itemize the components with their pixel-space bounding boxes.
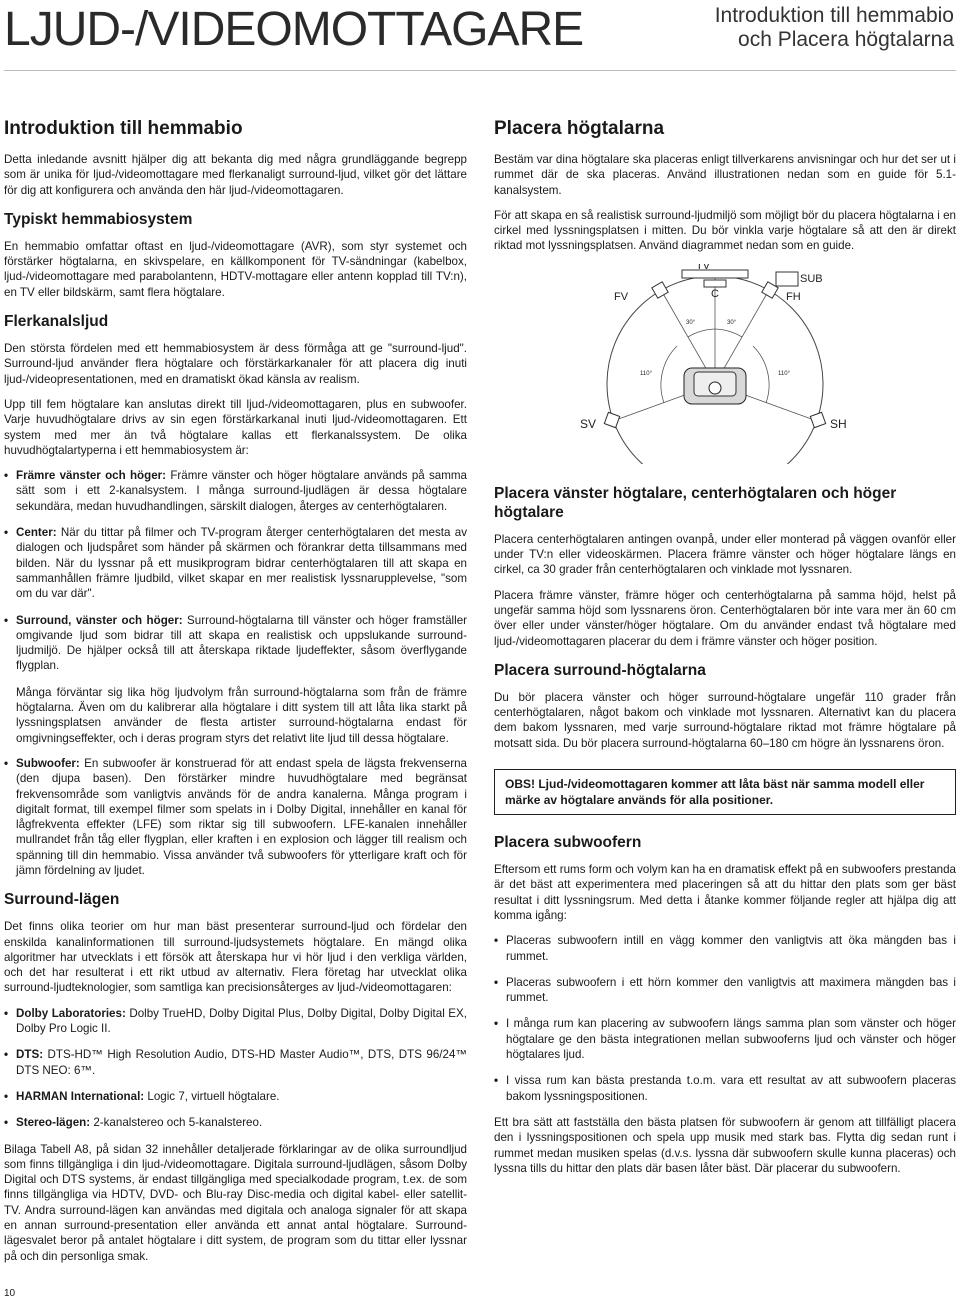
surround-left-speaker-icon (604, 412, 619, 427)
paragraph-subwoofer-2: Ett bra sätt att fastställa den bästa platsen för subwoofern är genom att tillfälligt placera den i lyssningspositionen och spela upp musik med stark bas. Flytta dig sedan runt i rummet medan musiken spelas (d.v.s. lyssna där subwoofern skulle kunna placeras) och lyssna tills du hittar den plats där basen låter bäst. Där placerar du subwoofern. (494, 1115, 956, 1175)
page-header-title: LJUD-/VIDEOMOTTAGARE (4, 3, 584, 56)
paragraph-final: Bilaga Tabell A8, på sidan 32 innehåller detaljerade förklaringar av de olika surroundljud som finns tillgängliga i din ljud-/videomottagare. Digitala surround-ljudlägen, såsom Dolby Digital och DTS systems, är endast tillgängliga med specialkodade program, t.ex. de som finns tillgängliga via HDTV, DVD- och Blu-ray Disc-media och digital kabel- eller satellit-TV. Andra surround-lägen kan användas med digitala och analoga signaler för att skapa en annan surround-presentation eller använda ett annat antal högtalare. Surround-lägesvalet beror på antalet högtalare i ditt system, de program som du tittar eller lyssnar på och din personliga smak. (4, 1142, 467, 1263)
heading-intro: Introduktion till hemmabio (4, 118, 243, 139)
speaker-type-list (4, 468, 467, 674)
tv-icon (682, 270, 748, 278)
subwoofer-icon (776, 272, 798, 286)
list-item-text: Dolby TrueHD, Dolby Digital Plus, Dolby Digital, Dolby Digital EX, Dolby Pro Logic II. (16, 1006, 467, 1036)
list-item-text: Surround-högtalarna till vänster och höger framställer omgivande ljud som bidrar till att skapa en realistisk och uppslukande surround-ljudmiljö. De hjälper också till att återskapa riktade ljudeffekter, såsom överflygande flygplan. (16, 613, 467, 673)
label-angle-110-left: 110° (640, 370, 652, 377)
list-item: • I vissa rum kan bästa prestanda t.o.m. vara ett resultat av att subwoofern placeras bakom lyssningspositionen. (494, 1073, 956, 1104)
paragraph-intro: Detta inledande avsnitt hjälper dig att bekanta dig med några grundläggande begrepp som är unika för ljud-/videomottagare med flerkanaligt surround-ljud, vilket gör det lättare för dig att konfigurera och använda den här ljud-/videomottagaren. (4, 153, 467, 197)
label-angle-30-right: 30° (727, 319, 737, 326)
list-item-text: När du tittar på filmer och TV-program återger centerhögtalaren det mesta av dialogen och ljudspåret som händer på skärmen och förankrar detta tillsammans med bilden. När du lyssnar på ett musikprogram bidrar centerhögtalaren till att skapa en sammanhållen främre ljudbild, vilket skapar en mer realistisk lyssnarupplevelse, "som om du var där". (16, 526, 467, 601)
list-item (4, 756, 467, 878)
list-item-text: En subwoofer är konstruerad för att endast spela de lägsta frekvenserna (den djupa basen). Den förstärker mindre huvudhögtalare med begränsat frekvensområde som vanligtvis används för de andra kanalerna. Många program i digitalt format, till exempel filmer som spelats in i Dolby Digital, innehåller en kanal för lågfrekventa effekter (LFE) som riktar sig till subwoofern. LFE-kanalen innehåller mullrandet från tåg eller flygplan, eller kraften i en explosion och lägger till realism och spänning till din hemmabio. Vissa använder två subwoofers för ytterligare kraft och för jämn fördelning av ljudet. (16, 756, 467, 877)
heading-front-speakers: Placera vänster högtalare, centerhögtalaren och höger högtalare (494, 484, 897, 521)
surround-mode-list (4, 1006, 467, 1131)
right-column (494, 112, 956, 1186)
paragraph-place-1: Bestäm var dina högtalare ska placeras enligt tillverkarens anvisningar och hur det ser ut i rummet där de ska placeras. Använd illustrationen nedan som en guide för 5.1-kanalsystem. (494, 153, 956, 197)
header-section-line-1: Introduktion till hemmabio (714, 4, 954, 27)
label-center: C (711, 287, 719, 300)
subwoofer-rules-list (494, 933, 956, 1104)
list-item-lead: HARMAN International: (16, 1089, 145, 1103)
list-item-text: DTS-HD™ High Resolution Audio, DTS-HD Master Audio™, DTS, DTS 96/24™ DTS NEO: 6™. (16, 1048, 467, 1077)
list-item-lead: DTS: (16, 1048, 44, 1062)
list-item-lead: Surround, vänster och höger: (16, 613, 183, 627)
paragraph-surround-modes: Det finns olika teorier om hur man bäst presenterar surround-ljud och fördelar den enskilda kanalinformationen till surround-ljudsystemets högtalare. En mängd olika algoritmer har utvecklats i ett försök att återskapa hur vi hör ljud i den verkliga världen, och det har resulterat i ett rikt utbud av alternativ. Flera företag har utvecklat olika surround-ljudteknologier, som samtliga kan precisionsåterges av ljud-/videomottagaren: (4, 920, 467, 995)
paragraph-multichannel-2: Upp till fem högtalare kan anslutas direkt till ljud-/videomottagaren, plus en subwoofer. Varje huvudhögtalare drivs av sin egen förstärkarkanal inuti ljud-/videomottagaren. Ett system med mer än två högtalare kallas ett flerkanalssystem. De olika huvudhögtalartyperna i ett hemmabiosystem är: (4, 397, 467, 457)
list-item: • Placeras subwoofern intill en vägg kommer den vanligtvis att öka mängden bas i rummet. (494, 933, 956, 964)
angle-arc-surround-left (661, 346, 677, 403)
label-front-right: FH (786, 290, 801, 303)
label-tv: TV (696, 263, 711, 272)
left-column (4, 112, 467, 1274)
heading-place-speakers: Placera högtalarna (494, 118, 665, 139)
list-item-text: Logic 7, virtuell högtalare. (144, 1089, 280, 1103)
label-front-left: FV (614, 290, 629, 303)
heading-multichannel: Flerkanalsljud (4, 313, 109, 331)
list-item (4, 525, 467, 601)
paragraph-subwoofer-1: Eftersom ett rums form och volym kan ha en dramatisk effekt på en subwoofers prestanda är det bäst att experimentera med placeringen så att du hittar den plats som ger bäst resultat i ditt lyssningsrum. Med detta i åtanke kommer följande regler att hjälpa dig att komma igång: (494, 863, 956, 922)
label-sub: SUB (800, 272, 823, 285)
page-number: 10 (4, 1288, 16, 1299)
list-item (4, 1115, 467, 1130)
label-surround-left: SV (580, 416, 597, 431)
label-angle-30-left: 30° (686, 319, 696, 326)
listener-icon (709, 382, 721, 394)
heading-surround-speakers: Placera surround-högtalarna (494, 661, 706, 679)
page-header-section (715, 4, 954, 52)
angle-arc-left (688, 329, 715, 337)
speaker-placement-svg (580, 264, 850, 464)
list-item (4, 613, 467, 674)
list-item: • Placeras subwoofern i ett hörn kommer den vanligtvis att maximera mängden bas i rummet. (494, 975, 956, 1006)
paragraph-typical-system: En hemmabio omfattar oftast en ljud-/videomottagare (AVR), som styr systemet och förstärker högtalarna, en skivspelare, en källkomponent för TV-sändningar (kabelbox, ljud-/videomottagare med parabolantenn, HDTV-mottagare eller antenn kopplad till TV:n), en TV eller bildskärm, samt flera högtalare. (4, 239, 467, 299)
list-item-lead: Dolby Laboratories: (16, 1006, 126, 1020)
subwoofer-list (4, 756, 467, 878)
angle-arc-right (715, 329, 742, 337)
list-item-text: Främre vänster och höger högtalare används på samma sätt som i ett 2-kanalsystem. I många surround-ljudlägen är dessa högtalare sekundära, medan huvudhandlingen, särskilt dialogen, återges av centerhögtalaren. (16, 469, 467, 513)
paragraph-place-2: För att skapa en så realistisk surround-ljudmiljö som möjligt bör du placera högtalarna i en cirkel med lyssningsplatsen i mitten. Du bör vinkla varje högtalare så att den är direkt riktad mot lyssningsplatsen. Använd diagrammet nedan som en guide. (494, 208, 956, 253)
list-item-text: 2-kanalstereo och 5-kanalstereo. (90, 1116, 263, 1130)
list-item: • I många rum kan placering av subwoofern längs samma plan som vänster och höger högtalare ge den bästa integrationen mellan subwooferns ljud och vänster och höger högtalares ljud. (494, 1016, 956, 1062)
list-item (4, 468, 467, 514)
paragraph-front-1: Placera centerhögtalaren antingen ovanpå, under eller monterad på väggen ovanför eller under TV:n eller videoskärmen. Placera främre vänster och höger högtalare längs en cirkel, ca 30 grader från centerhögtalaren och vinklade mot lyssnaren. (494, 532, 956, 577)
paragraph-surround: Du bör placera vänster och höger surround-högtalare ungefär 110 grader från centerhögtalaren, något bakom och vinklade mot lyssnaren. Alternativt kan du placera dem bakom lyssnaren, med varje surround-högtalare riktad mot främre högtalare på motsatt sida. Du bör placera surround-högtalarna 60–180 cm högre än lyssnarens öron. (494, 690, 956, 750)
list-item (4, 1089, 467, 1104)
paragraph-multichannel-1: Den största fördelen med ett hemmabiosystem är dess förmåga att ge "surround-ljud". Surround-ljud använder flera högtalare och förstärkarkanaler för att placera dig inuti ljud-/videopresentationen, med en dramatiskt ökad känsla av realism. (4, 342, 467, 386)
header-divider (4, 70, 956, 71)
list-item-lead: Center: (16, 526, 57, 540)
heading-surround-modes: Surround-lägen (4, 891, 120, 909)
header-section-line-2: och Placera högtalarna (738, 28, 954, 51)
heading-typical-system: Typiskt hemmabiosystem (4, 210, 193, 228)
list-item-lead: Subwoofer: (16, 756, 80, 770)
heading-subwoofer: Placera subwoofern (494, 834, 642, 852)
speaker-placement-diagram (580, 264, 850, 464)
front-left-speaker-icon (652, 282, 668, 298)
paragraph-surround-extra: Många förväntar sig lika hög ljudvolym från surround-högtalarna som från de främre högtalarna. Även om du kalibrerar alla högtalare i ditt system till att låta lika starkt på lyssningsplatsen använder de flesta artister surround-högtalarna endast för omgivningseffekter, och i deras program styrs det relativt lite ljud till dessa högtalare. (16, 685, 467, 745)
surround-right-speaker-icon (810, 412, 825, 427)
label-surround-right: SH (830, 416, 847, 431)
list-item (4, 1006, 467, 1037)
label-angle-110-right: 110° (778, 370, 790, 377)
list-item-lead: Främre vänster och höger: (16, 469, 167, 483)
angle-arc-surround-right (753, 346, 769, 403)
list-item (4, 1047, 467, 1078)
list-item-lead: Stereo-lägen: (16, 1116, 91, 1130)
obs-note-box: OBS! Ljud-/videomottagaren kommer att låta bäst när samma modell eller märke av högtalare används för alla positioner. (494, 769, 956, 815)
paragraph-front-2: Placera främre vänster, främre höger och centerhögtalarna på samma höjd, helst på ungefär samma höjd som lyssnarens öron. Centerhögtalaren bör inte vara mer än 60 cm över eller under vänster/höger högtalare. Om du använder endast två högtalare med ljud-/videomottagaren placerar du dem i främre vänster och höger position. (494, 588, 956, 648)
center-speaker-icon (704, 280, 726, 287)
